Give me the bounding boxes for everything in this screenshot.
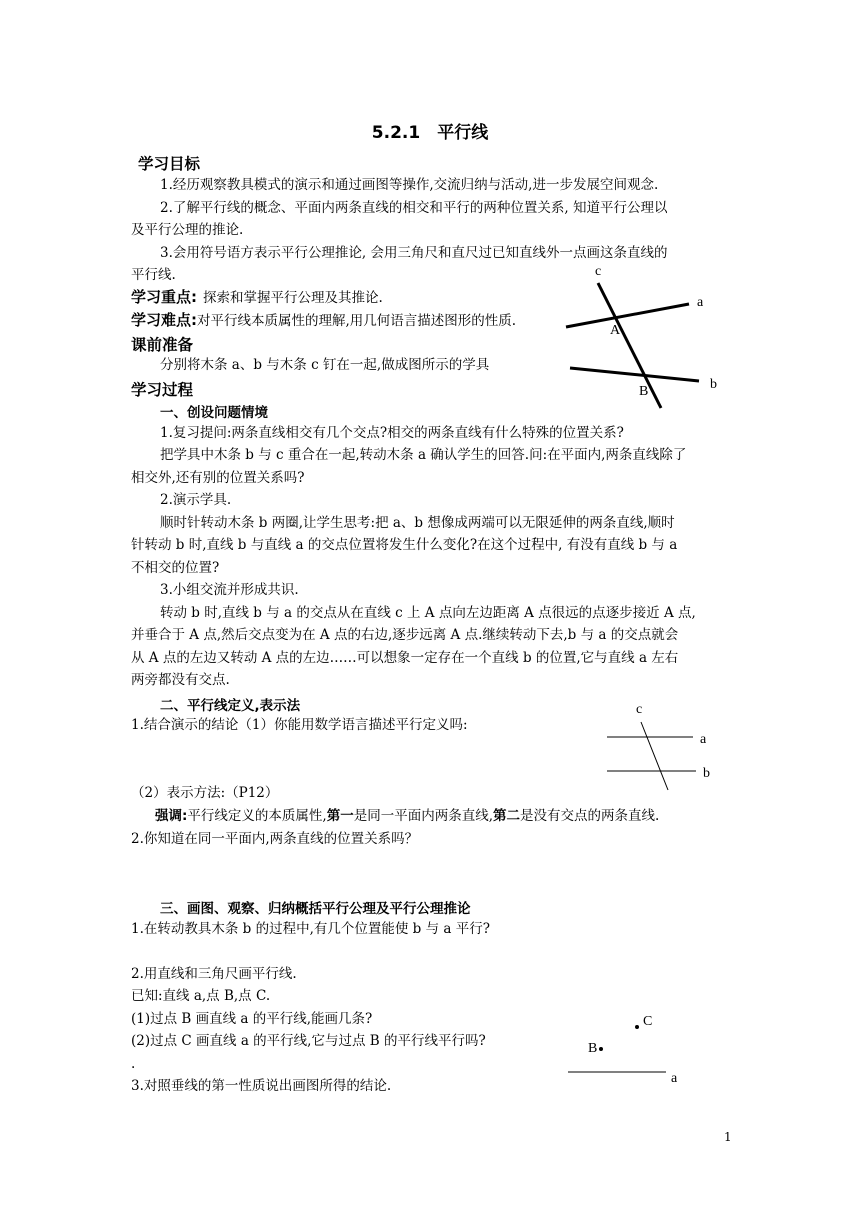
label-B: B — [588, 1041, 598, 1056]
section1-line: 转动 b 时,直线 b 与 a 的交点从在直线 c 上 A 点向左边距离 A 点很远的点逐步接近 A 点, — [160, 605, 696, 621]
emphasis-text: 平行线定义的本质属性, — [187, 808, 327, 824]
key-point-label: 学习重点: — [131, 288, 197, 306]
objectives-heading: 学习目标 — [138, 155, 201, 173]
label-A: A — [610, 323, 621, 338]
figure-parallel-lines — [607, 702, 710, 790]
difficulty-label: 学习难点: — [131, 311, 197, 329]
objective-line: 及平行公理的推论. — [131, 222, 244, 238]
section1-line: 针转动 b 时,直线 b 与直线 a 的交点位置将发生什么变化?在这个过程中, 有没有直线 b 与 a — [131, 537, 678, 553]
label-b: b — [703, 766, 710, 781]
section1-line: 从 A 点的左边又转动 A 点的左边……可以想象一定存在一个直线 b 的位置,它与直线 a 左右 — [131, 650, 679, 666]
section1-heading: 一、创设问题情境 — [160, 405, 268, 421]
objective-line: 平行线. — [131, 267, 176, 283]
section1-line: 把学具中木条 b 与 c 重合在一起,转动木条 a 确认学生的回答.问:在平面内,两条直线除了 — [160, 447, 687, 463]
point-B — [599, 1047, 603, 1051]
section2-line3: 2.你知道在同一平面内,两条直线的位置关系吗？ — [131, 831, 419, 847]
difficulty-text: 对平行线本质属性的理解,用几何语言描述图形的性质. — [197, 313, 517, 329]
label-C: C — [643, 1014, 653, 1029]
section1-line: 顺时针转动木条 b 两圈,让学生思考:把 a、b 想像成两端可以无限延伸的两条直线,顺时 — [160, 515, 675, 531]
section3-line: 2.用直线和三角尺画平行线. — [131, 966, 297, 982]
emphasis-label: 强调: — [155, 808, 188, 824]
section1-line: 1.复习提问:两条直线相交有几个交点?相交的两条直线有什么特殊的位置关系? — [160, 425, 624, 441]
section3-line: . — [131, 1056, 136, 1072]
section3-line: 1.在转动教具木条 b 的过程中,有几个位置能使 b 与 a 平行? — [131, 921, 490, 937]
section1-line: 相交外,还有别的位置关系吗? — [131, 470, 305, 486]
section1-line: 3.小组交流并形成共识. — [160, 582, 299, 598]
prep-heading: 课前准备 — [131, 336, 194, 354]
objective-line: 2.了解平行线的概念、平面内两条直线的相交和平行的两种位置关系, 知道平行公理以 — [160, 200, 668, 216]
label-a: a — [700, 732, 707, 747]
section2-heading: 二、平行线定义,表示法 — [160, 698, 301, 714]
emphasis-text: 是没有交点的两条直线. — [520, 808, 660, 824]
label-a: a — [697, 295, 704, 310]
label-c: c — [595, 264, 602, 279]
section2-line1: 1.结合演示的结论（1）你能用数学语言描述平行定义吗: — [131, 717, 468, 733]
line-b — [570, 368, 699, 381]
line-a — [566, 304, 689, 327]
label-b: b — [710, 377, 717, 392]
label-a: a — [671, 1071, 678, 1086]
objective-line: 1.经历观察教具模式的演示和通过画图等操作,交流归纳与活动,进一步发展空间观念. — [160, 177, 659, 193]
section1-line: 两旁都没有交点. — [131, 672, 230, 688]
section3-line: 已知:直线 a,点 B,点 C. — [131, 988, 271, 1004]
emphasis-text: 是同一平面内两条直线, — [353, 808, 493, 824]
emphasis-second: 第二 — [493, 808, 520, 824]
figure-learning-tool — [566, 264, 717, 408]
section3-heading: 三、画图、观察、归纳概括平行公理及平行公理推论 — [160, 901, 471, 917]
point-C — [635, 1025, 639, 1029]
line-c — [598, 283, 661, 408]
prep-text: 分别将木条 a、b 与木条 c 钉在一起,做成图所示的学具 — [160, 357, 490, 373]
line-c — [641, 722, 668, 790]
process-heading: 学习过程 — [131, 381, 194, 399]
section3-line: (1)过点 B 画直线 a 的平行线,能画几条? — [131, 1011, 373, 1027]
objective-line: 3.会用符号语方表示平行公理推论, 会用三角尺和直尺过已知直线外一点画这条直线的 — [160, 245, 668, 261]
section1-line: 2.演示学具. — [160, 492, 232, 508]
label-B: B — [639, 384, 649, 399]
emphasis-first: 第一 — [326, 808, 354, 824]
page-number: 1 — [724, 1130, 732, 1144]
page-title: 5.2.1 平行线 — [371, 123, 489, 143]
key-point-text: 探索和掌握平行公理及其推论. — [203, 290, 383, 306]
section3-line: (2)过点 C 画直线 a 的平行线,它与过点 B 的平行线平行吗? — [131, 1033, 486, 1049]
section3-line: 3.对照垂线的第一性质说出画图所得的结论. — [131, 1078, 392, 1094]
section2-line2: （2）表示方法:（P12） — [131, 785, 279, 801]
figure-points-line — [568, 1014, 678, 1086]
section1-line: 不相交的位置? — [131, 560, 220, 576]
label-c: c — [636, 702, 643, 717]
section1-line: 并垂合于 A 点,然后交点变为在 A 点的右边,逐步远离 A 点.继续转动下去,b 与 a 的交点就会 — [131, 627, 679, 643]
